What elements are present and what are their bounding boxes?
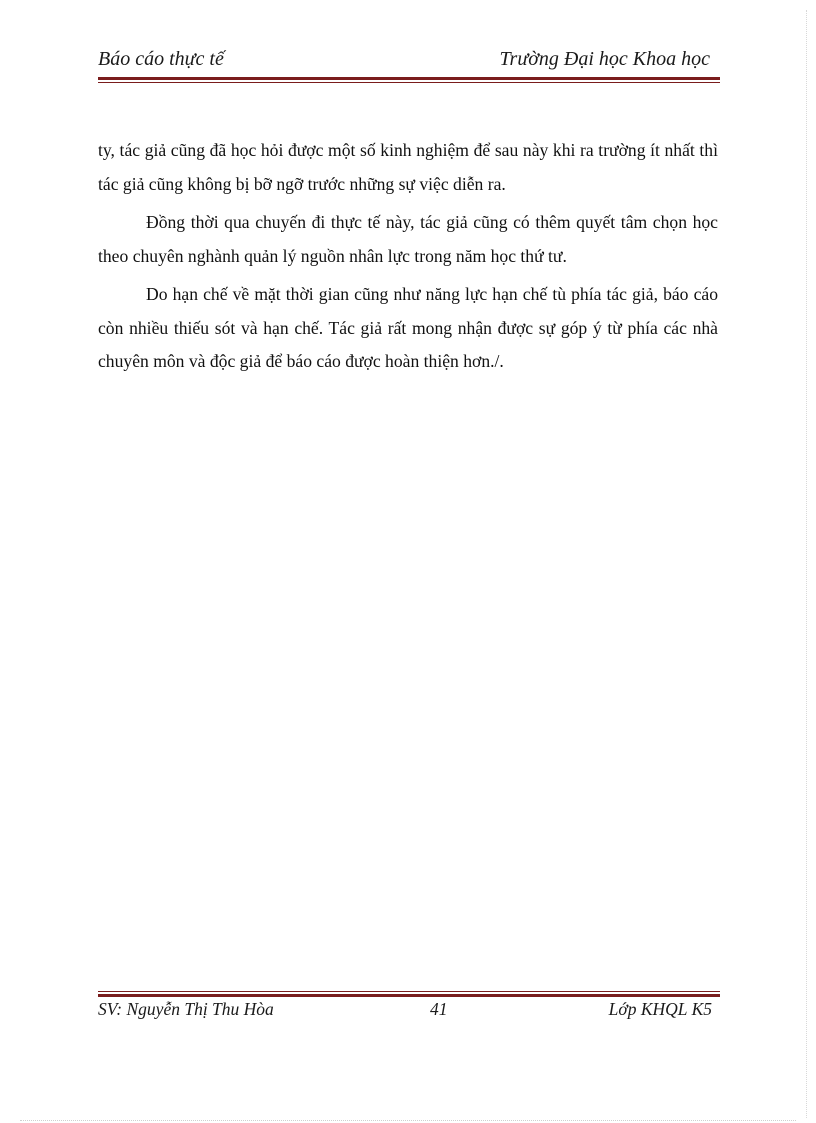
paragraph-2: Đồng thời qua chuyến đi thực tế này, tác giả cũng có thêm quyết tâm chọn học theo chuyên nghành quản lý nguồn nhân lực trong năm học thứ tư. bbox=[98, 212, 718, 266]
footer-student-name: SV: Nguyễn Thị Thu Hòa bbox=[98, 999, 274, 1019]
page-number: 41 bbox=[430, 999, 448, 1019]
paragraph-1: ty, tác giả cũng đã học hỏi được một số kinh nghiệm để sau này khi ra trường ít nhất thì tác giả cũng không bị bỡ ngỡ trước những sự việc diễn ra. bbox=[98, 140, 718, 194]
body-text bbox=[98, 134, 718, 384]
footer-rule bbox=[98, 991, 720, 997]
header-right-title: Trường Đại học Khoa học bbox=[499, 48, 710, 70]
paragraph-3: Do hạn chế về mặt thời gian cũng như năng lực hạn chế tù phía tác giả, báo cáo còn nhiều thiếu sót và hạn chế. Tác giả rất mong nhận được sự góp ý từ phía các nhà chuyên môn và độc giả để báo cáo được hoàn thiện hơn./. bbox=[98, 284, 718, 371]
header-left-title: Báo cáo thực tế bbox=[98, 48, 224, 70]
page-footer bbox=[98, 999, 718, 1025]
footer-class: Lớp KHQL K5 bbox=[608, 999, 712, 1019]
header-rule bbox=[98, 77, 720, 83]
page-header bbox=[98, 46, 718, 76]
page-edge-bottom bbox=[20, 1120, 796, 1121]
page-edge-right bbox=[806, 10, 807, 1118]
